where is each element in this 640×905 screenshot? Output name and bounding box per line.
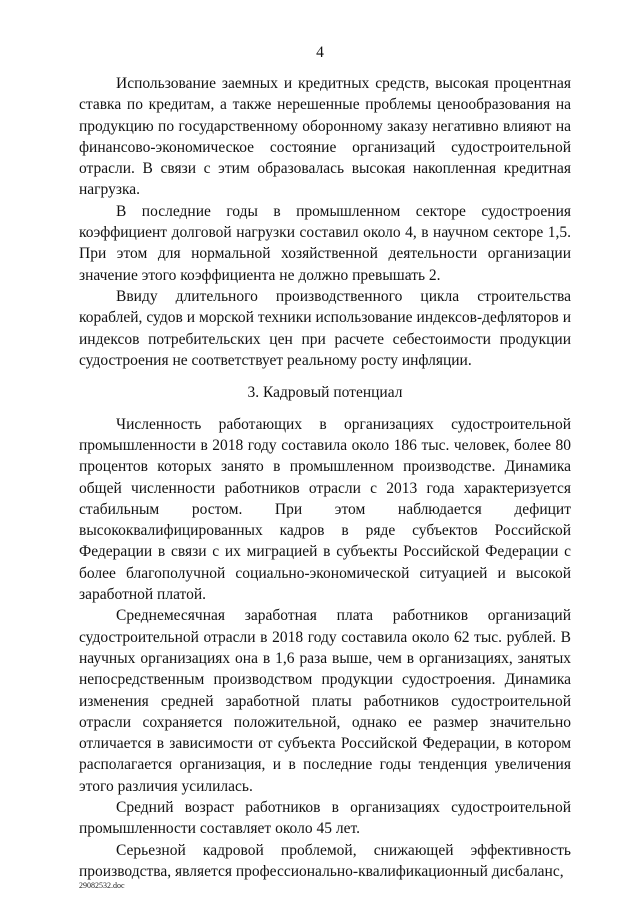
paragraph-workforce-size: Численность работающих в организациях судостроительной промышленности в 2018 году составила около 186 тыс. человек, более 80 процентов которых занято в промышленном производстве. Динамика общей численности работников отрасли с 2013 года характеризуется стабильным ростом. При этом наблюдается дефицит высококвалифицированных кадров в ряде субъектов Российской Федерации в связи с их миграцией в субъекты Российской Федерации с более благополучной социально-экономической ситуацией и высокой заработной платой. (79, 415, 571, 604)
paragraph-average-salary: Среднемесячная заработная плата работников организаций судостроительной отрасли в 2018 году составила около 62 тыс. рублей. В научных организациях она в 1,6 раза выше, чем в организациях, занятых непосредственным производством продукции судостроения. Динамика изменения средней заработной платы работников судостроительной отрасли сохраняется положительной, однако ее размер значительно отличается в зависимости от субъекта Российской Федерации, в котором располагается организация, и в последние годы тенденция увеличения этого различия усилилась. (79, 607, 571, 795)
section-heading: 3. Кадровый потенциал (247, 383, 403, 401)
paragraph-inflation-indices: Ввиду длительного производственного цикла строительства кораблей, судов и морской техники использование индексов-дефляторов и индексов потребительских цен при расчете себестоимости продукции судостроения не соответствует реальному росту инфляции. (79, 287, 571, 369)
paragraph-average-age: Средний возраст работников в организациях судостроительной промышленности составляет около 45 лет. (79, 798, 571, 838)
document-footer: 29082532.doc (79, 881, 125, 890)
paragraph-debt-ratio: В последние годы в промышленном секторе судостроения коэффициент долговой нагрузки составил около 4, в научном секторе 1,5. При этом для нормальной хозяйственной деятельности организации значение этого коэффициента не должно превышать 2. (79, 202, 571, 284)
paragraph-qualification-imbalance: Серьезной кадровой проблемой, снижающей эффективность производства, является профессионально-квалификационный дисбаланс, (79, 841, 571, 880)
page-number: 4 (316, 44, 324, 61)
document-body (79, 73, 571, 882)
paragraph-borrowed-funds: Использование заемных и кредитных средств, высокая процентная ставка по кредитам, а также нерешенные проблемы ценообразования на продукцию по государственному оборонному заказу негативно влияют на финансово-экономическое состояние организаций судостроительной отрасли. В связи с этим образовалась высокая накопленная кредитная нагрузка. (79, 75, 571, 199)
